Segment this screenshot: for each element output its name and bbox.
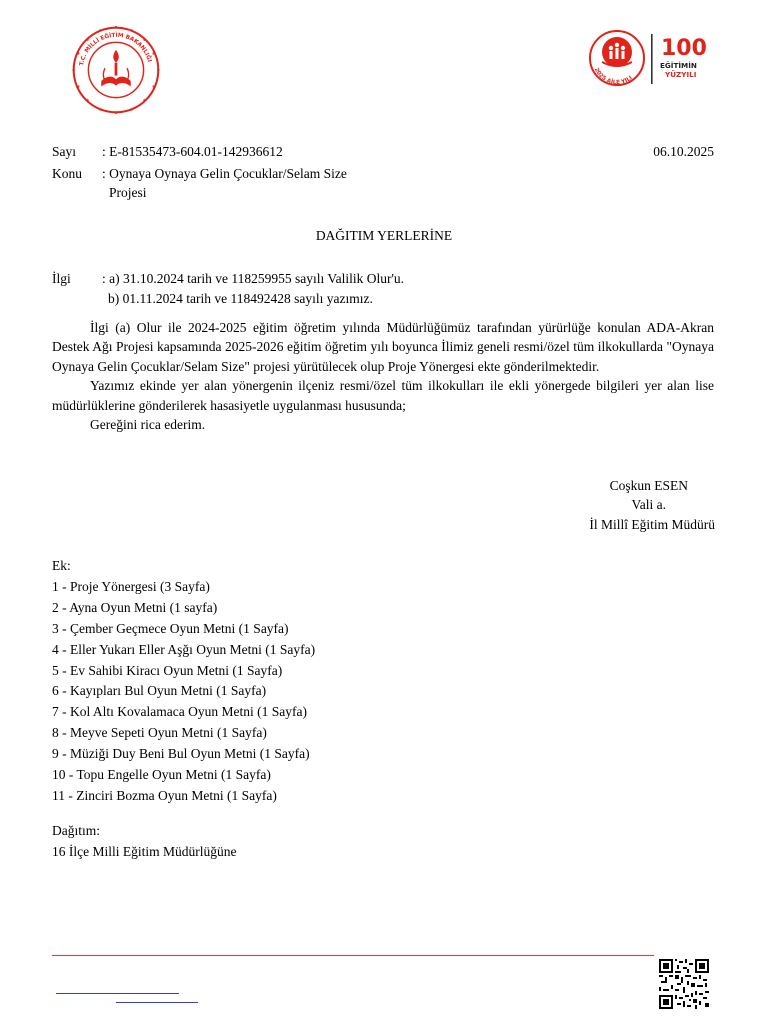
footer-link-2[interactable] [116, 1002, 198, 1003]
svg-text:T.C. MİLLÎ EĞİTİM BAKANLIĞI: T.C. MİLLÎ EĞİTİM BAKANLIĞI [79, 32, 153, 67]
letter-body [52, 318, 714, 434]
ilgi-a: : a) 31.10.2024 tarih ve 118259955 sayılı Valilik Olur'u. [102, 271, 405, 286]
konu-row [52, 164, 347, 184]
body-paragraph-3: Gereğini rica ederim. [90, 417, 206, 433]
attachment-item: 8 - Meyve Sepeti Oyun Metni (1 Sayfa) [52, 725, 267, 741]
konu-label: Konu [52, 166, 82, 181]
attachment-item: 5 - Ev Sahibi Kiracı Oyun Metni (1 Sayfa) [52, 662, 283, 678]
signer-title-2: İl Millî Eğitim Müdürü [589, 517, 715, 532]
konu-value: : Oynaya Oynaya Gelin Çocuklar/Selam Size [102, 166, 347, 181]
attachment-item: 3 - Çember Geçmece Oyun Metni (1 Sayfa) [52, 620, 289, 636]
attachment-list [52, 556, 315, 807]
sayi-value: : E-81535473-604.01-142936612 [102, 144, 283, 159]
attachment-item: 1 - Proje Yönergesi (3 Sayfa) [52, 578, 210, 594]
attachment-item: 4 - Eller Yukarı Eller Aşğı Oyun Metni (1 Sayfa) [52, 641, 316, 657]
attachment-item: 2 - Ayna Oyun Metni (1 sayfa) [52, 599, 218, 615]
body-paragraph-2: Yazımız ekinde yer alan yönergenin ilçeniz resmi/özel tüm ilkokulları ile ekli yönergede bilgileri yer alan lise müdürlüklerine gönderilerek hasasiyetle uygulanması hususunda; [52, 378, 714, 413]
footer-link-1[interactable] [56, 993, 179, 994]
konu-value-line2: Projesi [109, 185, 147, 200]
distribution-label: Dağıtım: [52, 823, 100, 838]
svg-text:EĞİTİMİN: EĞİTİMİN [660, 61, 697, 70]
document-date: 06.10.2025 [653, 144, 714, 159]
distribution-title: DAĞITIM YERLERİNE [315, 228, 453, 243]
body-paragraph-1: İlgi (a) Olur ile 2024-2025 eğitim öğretim yılında Müdürlüğümüz tarafından yürürlüğe konulan ADA-Akran Destek Ağı Projesi kapsamında 2025-2026 eğitim öğretim yılı boyunca İlimiz geneli resmi/özel tüm ilkokullarda "Oynaya Oynaya Gelin Çocuklar/Selam Size" projesi yürütülecek olup Proje Yönergesi ekte gönderilmektedir. [52, 320, 714, 374]
attachment-item: 10 - Topu Engelle Oyun Metni (1 Sayfa) [52, 767, 271, 783]
footer-divider [52, 955, 654, 956]
signer-name: Coşkun ESEN [609, 478, 688, 493]
attachment-item: 7 - Kol Altı Kovalamaca Oyun Metni (1 Sayfa) [52, 704, 307, 720]
svg-text:YÜZYILI: YÜZYILI [665, 70, 697, 79]
meb-seal-logo [70, 24, 162, 116]
aile-yili-egitimin-yuzyili-logo [585, 28, 715, 90]
distribution-block [52, 820, 236, 862]
sayi-row [52, 142, 283, 162]
ilgi-label: İlgi [52, 271, 71, 286]
attachment-item: 6 - Kayıpları Bul Oyun Metni (1 Sayfa) [52, 683, 267, 699]
attachment-item: 9 - Müziği Duy Beni Bul Oyun Metni (1 Sayfa) [52, 746, 310, 762]
qr-code [659, 959, 709, 1009]
attachment-item: 11 - Zinciri Bozma Oyun Metni (1 Sayfa) [52, 787, 277, 803]
svg-text:2025 AİLE YILI: 2025 AİLE YILI [592, 67, 634, 87]
signer-title-1: Vali a. [631, 497, 666, 512]
svg-text:100: 100 [661, 36, 707, 61]
sayi-label: Sayı [52, 144, 77, 159]
distribution-value: 16 İlçe Milli Eğitim Müdürlüğüne [52, 844, 237, 859]
attachment-label: Ek: [52, 558, 71, 573]
ilgi-row-a [52, 269, 404, 289]
ilgi-b: b) 01.11.2024 tarih ve 118492428 sayılı yazımız. [108, 291, 373, 306]
